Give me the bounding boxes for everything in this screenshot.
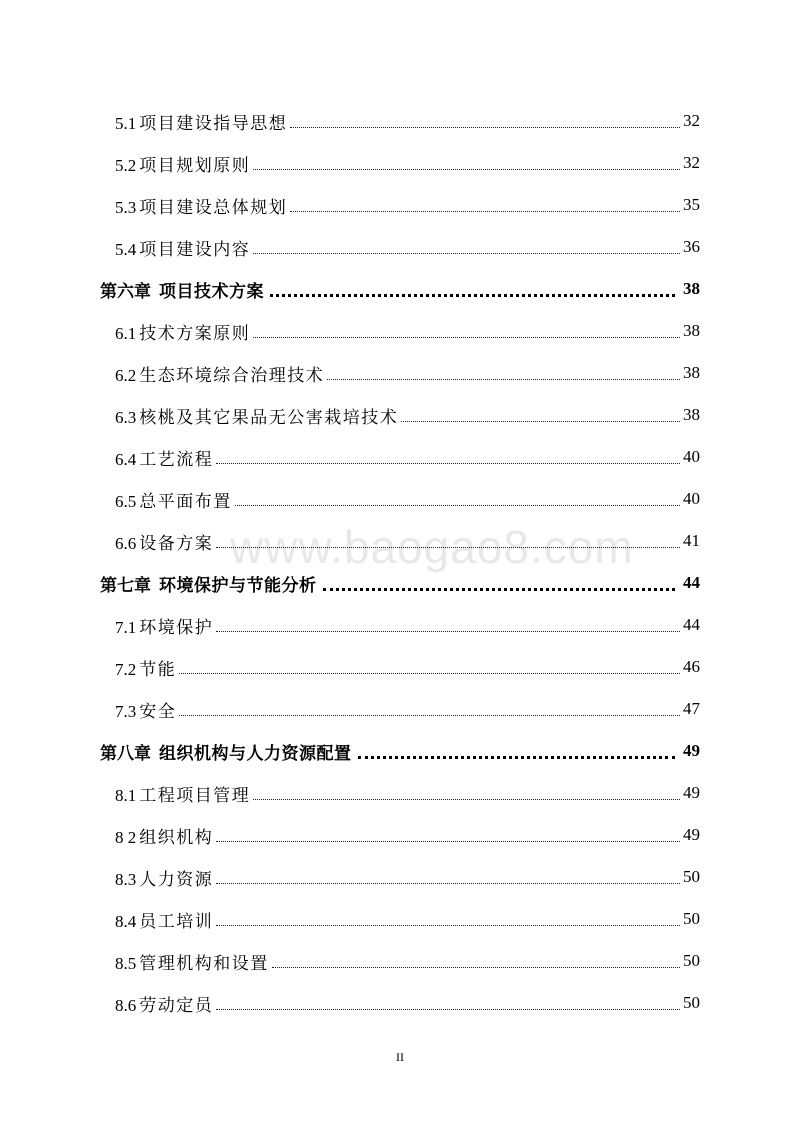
toc-section-entry[interactable] [0,520,800,562]
toc-entry-number: 6.1 [115,323,137,343]
toc-entry-title [115,361,324,386]
toc-entry-number: 7.1 [115,617,137,637]
toc-entry-label: 劳动定员 [139,995,214,1015]
toc-entry-label: 组织机构与人力资源配置 [159,743,352,763]
toc-section-entry[interactable] [0,940,800,982]
toc-dot-leader [253,798,680,800]
toc-entry-title [100,739,352,764]
toc-chapter-entry[interactable] [0,730,800,772]
toc-entry-number: 8.5 [115,953,137,973]
toc-entry-title [115,151,250,176]
toc-dot-leader [216,462,680,464]
toc-entry-number: 7.3 [115,701,137,721]
toc-section-entry[interactable] [0,898,800,940]
toc-entry-label: 工程项目管理 [139,785,251,805]
toc-entry-number: 5.3 [115,197,137,217]
toc-entry-label: 工艺流程 [139,449,214,469]
toc-entry-number: 5.4 [115,239,137,259]
toc-entry-number: 6.2 [115,365,137,385]
toc-entry-title [115,235,250,260]
toc-page-number: 50 [683,867,700,886]
toc-dot-leader [216,630,680,632]
toc-entry-label: 项目规划原则 [139,155,251,175]
toc-entry-title [115,781,250,806]
toc-page-number: 38 [683,363,700,382]
toc-dot-leader [216,882,680,884]
toc-entry-number: 7.2 [115,659,137,679]
toc-entry-title [115,907,213,932]
page-footer [0,1050,800,1065]
toc-entry-label: 环境保护与节能分析 [159,575,317,595]
toc-entry-title [115,445,213,470]
toc-entry-label: 项目建设总体规划 [139,197,288,217]
toc-entry-number: 6.4 [115,449,137,469]
toc-entry-title [115,193,287,218]
toc-section-entry[interactable] [0,352,800,394]
toc-dot-leader [216,924,680,926]
toc-page-number: 38 [683,321,700,340]
toc-page-number: 49 [683,783,700,802]
toc-page-number: 40 [683,489,700,508]
toc-dot-leader [290,126,680,128]
toc-page-number: 32 [683,111,700,130]
toc-section-entry[interactable] [0,604,800,646]
toc-section-entry[interactable] [0,982,800,1024]
toc-entry-title [115,655,176,680]
toc-dot-leader [253,252,680,254]
toc-entry-label: 项目建设指导思想 [139,113,288,133]
watermark: www.baogao8.com [230,521,634,573]
toc-entry-number: 第七章 [100,575,151,595]
toc-entry-number: 8 2 [115,827,137,847]
toc-entry-title [100,571,317,596]
toc-page-number: 49 [683,741,700,760]
page-number: II [396,1050,404,1064]
toc-entry-label: 安全 [139,701,177,721]
toc-section-entry[interactable] [0,310,800,352]
toc-entry-title [115,403,398,428]
toc-page-number: 41 [683,531,700,550]
toc-page-number: 38 [683,405,700,424]
toc-page-number: 47 [683,699,700,718]
toc-entry-number: 8.1 [115,785,137,805]
toc-entry-label: 组织机构 [139,827,214,847]
toc-page-number: 44 [683,615,700,634]
toc-chapter-entry[interactable] [0,562,800,604]
table-of-contents [0,100,800,1024]
toc-entry-number: 6.6 [115,533,137,553]
toc-entry-label: 核桃及其它果品无公害栽培技术 [139,407,399,427]
toc-dot-leader [323,587,676,591]
toc-entry-title [115,319,250,344]
toc-dot-leader [327,378,680,380]
toc-section-entry[interactable] [0,394,800,436]
toc-page-number: 32 [683,153,700,172]
toc-page-number: 50 [683,951,700,970]
toc-section-entry[interactable] [0,436,800,478]
toc-page-number: 44 [683,573,700,592]
toc-section-entry[interactable] [0,478,800,520]
toc-dot-leader [253,336,680,338]
toc-section-entry[interactable] [0,184,800,226]
toc-entry-number: 8.4 [115,911,137,931]
toc-entry-label: 管理机构和设置 [139,953,269,973]
toc-entry-title [115,865,213,890]
toc-chapter-entry[interactable] [0,268,800,310]
toc-section-entry[interactable] [0,772,800,814]
toc-dot-leader [358,755,676,759]
toc-section-entry[interactable] [0,814,800,856]
toc-entry-label: 总平面布置 [139,491,232,511]
toc-entry-title [115,529,213,554]
toc-entry-label: 员工培训 [139,911,214,931]
toc-entry-title [115,823,213,848]
toc-entry-number: 8.6 [115,995,137,1015]
toc-entry-label: 环境保护 [139,617,214,637]
toc-dot-leader [216,840,680,842]
toc-dot-leader [290,210,680,212]
toc-page-number: 50 [683,909,700,928]
toc-dot-leader [216,546,680,548]
toc-entry-title [115,109,287,134]
toc-section-entry[interactable] [0,688,800,730]
toc-entry-number: 5.1 [115,113,137,133]
toc-page-number: 50 [683,993,700,1012]
toc-entry-label: 生态环境综合治理技术 [139,365,325,385]
toc-entry-label: 设备方案 [139,533,214,553]
toc-section-entry[interactable] [0,142,800,184]
toc-page-number: 46 [683,657,700,676]
toc-entry-title [115,949,269,974]
toc-entry-label: 节能 [139,659,177,679]
toc-entry-title [100,277,264,302]
toc-entry-title [115,697,176,722]
toc-section-entry[interactable] [0,100,800,142]
toc-page-number: 49 [683,825,700,844]
toc-entry-number: 8.3 [115,869,137,889]
toc-section-entry[interactable] [0,646,800,688]
toc-dot-leader [270,293,675,297]
toc-section-entry[interactable] [0,856,800,898]
toc-entry-number: 第六章 [100,281,151,301]
toc-entry-number: 5.2 [115,155,137,175]
toc-page-number: 36 [683,237,700,256]
toc-entry-number: 第八章 [100,743,151,763]
toc-entry-number: 6.3 [115,407,137,427]
toc-page-number: 38 [683,279,700,298]
toc-page-number: 35 [683,195,700,214]
toc-dot-leader [253,168,680,170]
toc-dot-leader [401,420,680,422]
toc-entry-label: 人力资源 [139,869,214,889]
toc-entry-number: 6.5 [115,491,137,511]
toc-entry-label: 项目建设内容 [139,239,251,259]
toc-entry-label: 技术方案原则 [139,323,251,343]
toc-dot-leader [216,1008,680,1010]
toc-entry-label: 项目技术方案 [159,281,264,301]
toc-dot-leader [272,966,680,968]
toc-dot-leader [235,504,680,506]
toc-entry-title [115,613,213,638]
toc-entry-title [115,487,232,512]
toc-section-entry[interactable] [0,226,800,268]
toc-dot-leader [179,714,680,716]
toc-page-number: 40 [683,447,700,466]
toc-entry-title [115,991,213,1016]
toc-dot-leader [179,672,680,674]
